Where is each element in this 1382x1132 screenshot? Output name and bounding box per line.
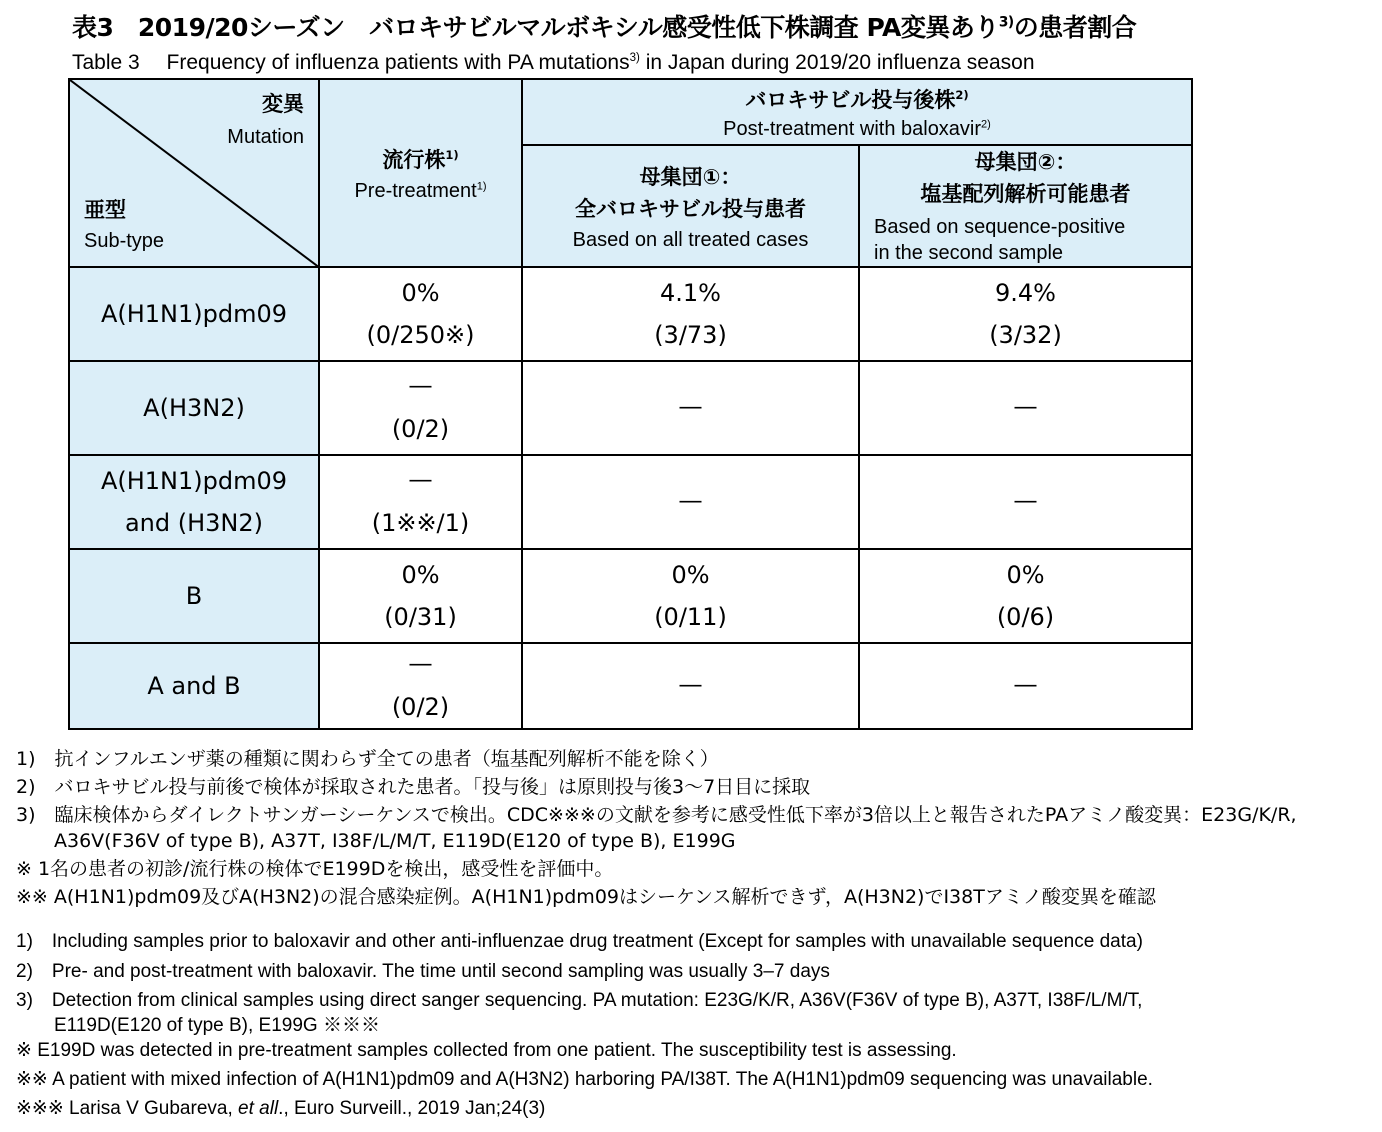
note-en-3-cont: E119D(E120 of type B), E199G ※※※ [16, 1015, 380, 1036]
table-row [69, 361, 1192, 455]
pop1-cell: ― [522, 643, 859, 729]
note-en-3: 3) Detection from clinical samples using direct sanger sequencing. PA mutation: E23G/K/R, A36V(F36V of type B), A37T, I38F/L/M/T, [16, 990, 1143, 1011]
subtype-label-ja: 亜型 [84, 198, 126, 222]
pre-cell: ― (0/2) [319, 643, 522, 729]
mutation-table [68, 78, 1193, 730]
population-1-header [522, 145, 859, 267]
pop1-cell: 0% (0/11) [522, 549, 859, 643]
pop2-en: Based on sequence-positive in the second sample [874, 216, 1126, 264]
note-ja-2: 2) バロキサビル投与前後で検体が採取された患者。「投与後」は原則投与後3～7日目に採取 [16, 776, 811, 798]
pop2-cell: ― [859, 455, 1192, 549]
subtype-cell: A(H1N1)pdm09 and (H3N2) [69, 455, 319, 549]
pre-header-ja: 流行株$^{1)}$ [382, 147, 459, 172]
pre-header-en: Pre-treatment$^{1)}$ [354, 180, 487, 202]
pop1-ja-line1: 母集団①： [639, 164, 742, 189]
subtype-cell: A and B [69, 643, 319, 729]
pop2-cell: 0% (0/6) [859, 549, 1192, 643]
page-title-en: Table 3 Frequency of influenza patients with PA mutations$^{3)}$ in Japan during 2019/20 influenza season [72, 51, 1035, 74]
pre-cell: ― (0/2) [319, 361, 522, 455]
post-header-ja: バロキサビル投与後株$^{2)}$ [745, 87, 969, 112]
mutation-label-en: Mutation [227, 126, 304, 148]
pre-cell: ― (1※※/1) [319, 455, 522, 549]
note-en-4: ※ E199D was detected in pre-treatment samples collected from one patient. The susceptibility test is assessing. [16, 1040, 957, 1061]
pop2-cell: ― [859, 643, 1192, 729]
subtype-cell: A(H3N2) [69, 361, 319, 455]
note-ja-5: ※※ A(H1N1)pdm09及びA(H3N2)の混合感染症例。A(H1N1)pdm09はシーケンス解析できず，A(H3N2)でI38Tアミノ酸変異を確認 [16, 886, 1156, 908]
subtype-cell: A(H1N1)pdm09 [69, 267, 319, 361]
pre-cell: 0% (0/31) [319, 549, 522, 643]
pre-treatment-header [319, 79, 522, 267]
note-ja-3: 3) 臨床検体からダイレクトサンガーシーケンスで検出。CDC※※※の文献を参考に感受性低下率が3倍以上と報告されたPAアミノ酸変異：E23G/K/R, [16, 804, 1297, 826]
pop1-cell: ― [522, 361, 859, 455]
note-en-2: 2) Pre- and post-treatment with baloxavir. The time until second sampling was usually 3–7 days [16, 961, 830, 982]
pop1-cell: 4.1% (3/73) [522, 267, 859, 361]
population-2-header [859, 145, 1192, 267]
table-row [69, 267, 1192, 361]
pop1-en: Based on all treated cases [572, 228, 809, 251]
post-treatment-header [522, 79, 1192, 145]
note-ja-3-cont: A36V(F36V of type B), A37T, I38F/L/M/T, E119D(E120 of type B), E199G [16, 830, 736, 852]
note-ja-4: ※ 1名の患者の初診/流行株の検体でE199Dを検出，感受性を評価中。 [16, 858, 614, 880]
pop2-cell: 9.4% (3/32) [859, 267, 1192, 361]
reference: ※※※ Larisa V Gubareva, et all., Euro Surveill., 2019 Jan;24(3) [16, 1098, 546, 1119]
pop2-cell: ― [859, 361, 1192, 455]
note-en-1: 1) Including samples prior to baloxavir and other anti-influenzae drug treatment (Except for samples with unavailable sequence data) [16, 931, 1143, 952]
mutation-label-ja: 変異 [262, 92, 304, 116]
corner-header [69, 79, 319, 267]
note-ja-1: 1) 抗インフルエンザ薬の種類に関わらず全ての患者（塩基配列解析不能を除く） [16, 748, 719, 770]
table-row [69, 549, 1192, 643]
pop1-ja-line2: 全バロキサビル投与患者 [575, 196, 806, 221]
pop2-ja-line1: 母集団②： [974, 150, 1077, 174]
note-en-5: ※※ A patient with mixed infection of A(H1N1)pdm09 and A(H3N2) harboring PA/I38T. The A(H1N1)pdm09 sequencing was unavailable. [16, 1069, 1153, 1090]
pop1-cell: ― [522, 455, 859, 549]
pre-cell: 0% (0/250※) [319, 267, 522, 361]
pop2-ja-line2: 塩基配列解析可能患者 [920, 182, 1131, 206]
subtype-cell: B [69, 549, 319, 643]
page-title-ja: 表3 2019/20シーズン バロキサビルマルボキシル感受性低下株調査 PA変異あり$^{3)}$の患者割合 [72, 13, 1137, 42]
subtype-label-en: Sub-type [84, 230, 165, 252]
table-row [69, 455, 1192, 549]
table-row [69, 643, 1192, 729]
post-header-en: Post-treatment with baloxavir$^{2)}$ [723, 117, 991, 140]
